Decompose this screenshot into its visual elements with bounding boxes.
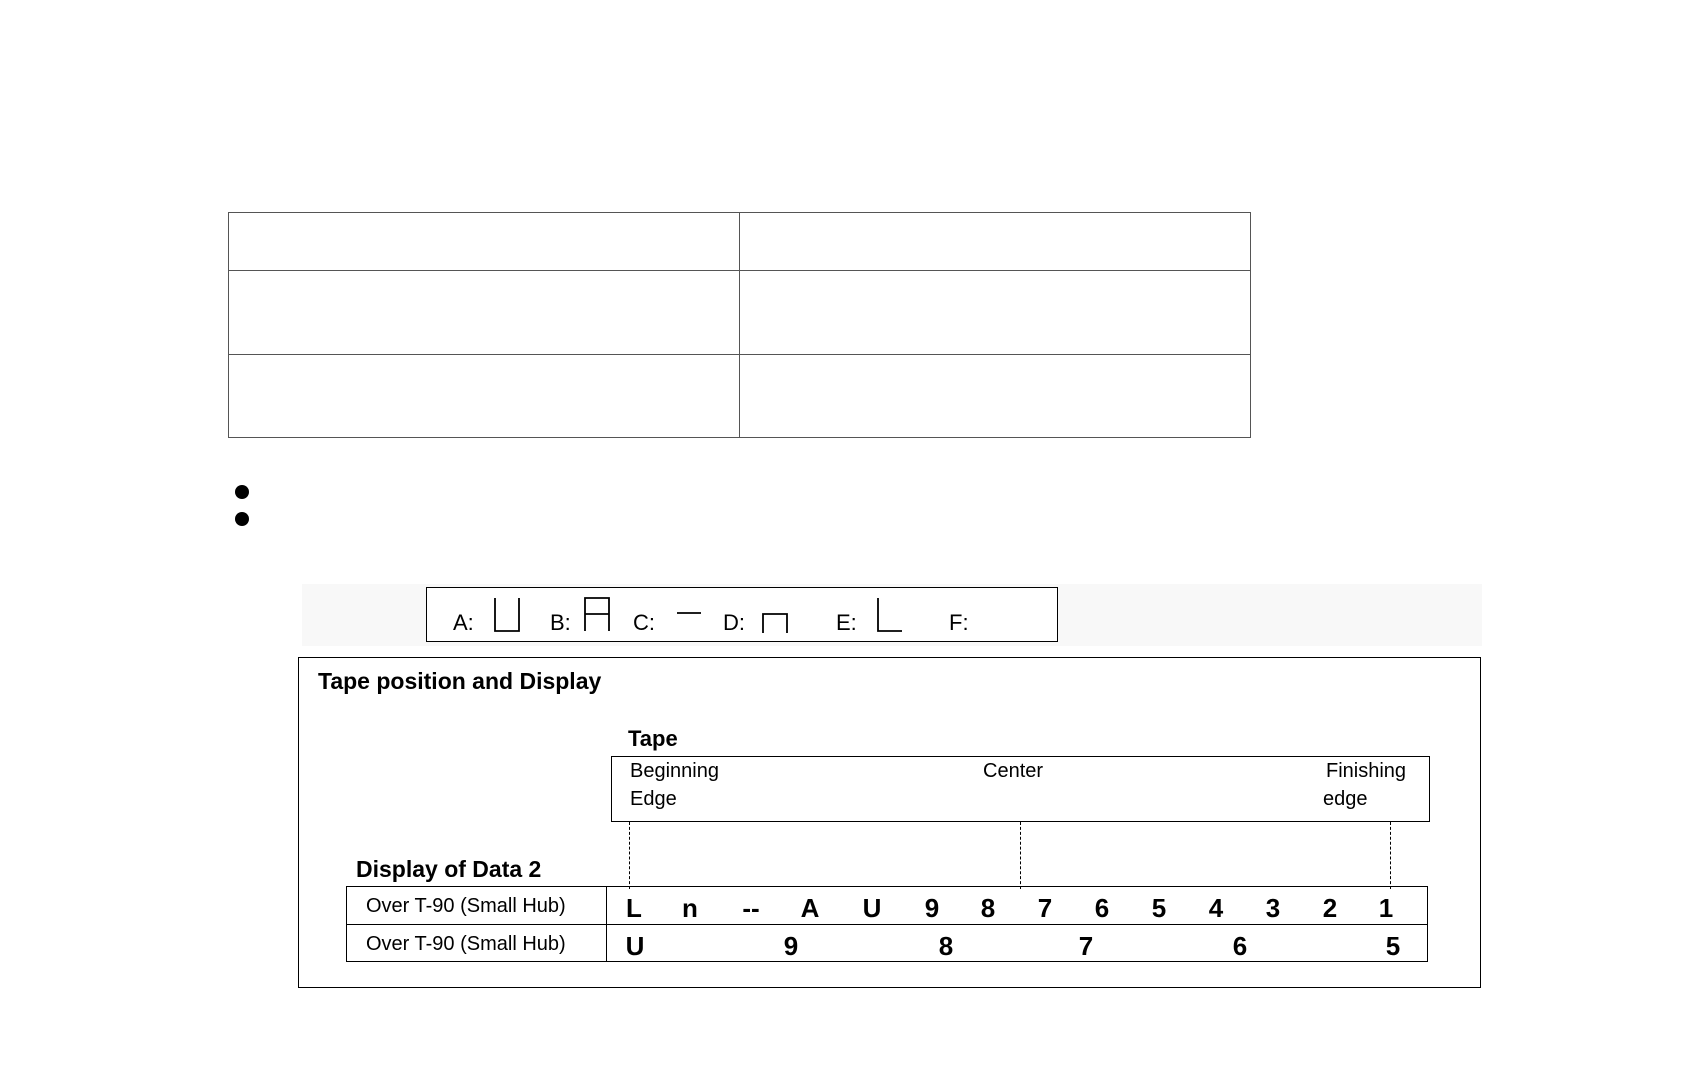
- display-char: U: [625, 931, 645, 961]
- display-char: 4: [1208, 893, 1224, 923]
- display-row-label: Over T-90 (Small Hub): [366, 933, 566, 955]
- display-char: 5: [1385, 931, 1401, 961]
- finishing-guide-line: [1390, 822, 1391, 889]
- display-char: 6: [1232, 931, 1248, 961]
- display-char: 9: [783, 931, 799, 961]
- display-row-divider: [347, 924, 1427, 925]
- display-char: 3: [1265, 893, 1281, 923]
- finishing-edge-label: edge: [1323, 788, 1368, 810]
- display-char: U: [862, 893, 882, 923]
- legend-label-b: B:: [550, 610, 571, 635]
- table-cell: [740, 213, 760, 225]
- display-char: 7: [1078, 931, 1094, 961]
- display-char: 8: [938, 931, 954, 961]
- legend-label-d: D:: [723, 610, 745, 635]
- table-cell: [229, 271, 249, 283]
- panel-title: Tape position and Display: [318, 668, 602, 694]
- legend-label-f: F:: [949, 610, 969, 635]
- segment-legend: [426, 587, 1058, 642]
- display-column-divider: [606, 887, 607, 961]
- center-guide-line: [1020, 822, 1021, 889]
- display-char: 6: [1094, 893, 1110, 923]
- finishing-label: Finishing: [1326, 760, 1407, 782]
- display-title: Display of Data 2: [356, 856, 542, 882]
- beginning-edge-label: Edge: [630, 788, 677, 810]
- segment-u-icon: [493, 596, 521, 634]
- segment-top-bar-icon: [675, 610, 703, 616]
- display-char: 5: [1151, 893, 1167, 923]
- bullet-icon: [235, 485, 249, 499]
- display-char: n: [682, 893, 698, 923]
- table-cell: [740, 355, 760, 367]
- legend-label-a: A:: [453, 610, 474, 635]
- legend-label-c: C:: [633, 610, 655, 635]
- segment-l-icon: [876, 596, 904, 634]
- legend-label-e: E:: [836, 610, 857, 635]
- display-char: 2: [1322, 893, 1338, 923]
- beginning-label: Beginning: [630, 760, 719, 782]
- segment-n-icon: [761, 612, 789, 634]
- display-char: A: [800, 893, 820, 923]
- display-row-label: Over T-90 (Small Hub): [366, 895, 566, 917]
- table-column-divider: [739, 213, 740, 437]
- display-char: 9: [924, 893, 940, 923]
- tape-label: Tape: [628, 726, 678, 751]
- beginning-guide-line: [629, 822, 630, 889]
- display-char: 7: [1037, 893, 1053, 923]
- display-char: 8: [980, 893, 996, 923]
- display-char: L: [626, 893, 642, 923]
- display-char: 1: [1378, 893, 1394, 923]
- table-cell: [740, 271, 760, 283]
- tape-box: [611, 756, 1430, 822]
- table-cell: [229, 355, 249, 367]
- center-label: Center: [983, 760, 1044, 782]
- bullet-icon: [235, 512, 249, 526]
- display-char: --: [742, 893, 760, 923]
- table-cell: [229, 213, 249, 225]
- top-table: [228, 212, 1251, 438]
- segment-a-icon: [583, 596, 611, 634]
